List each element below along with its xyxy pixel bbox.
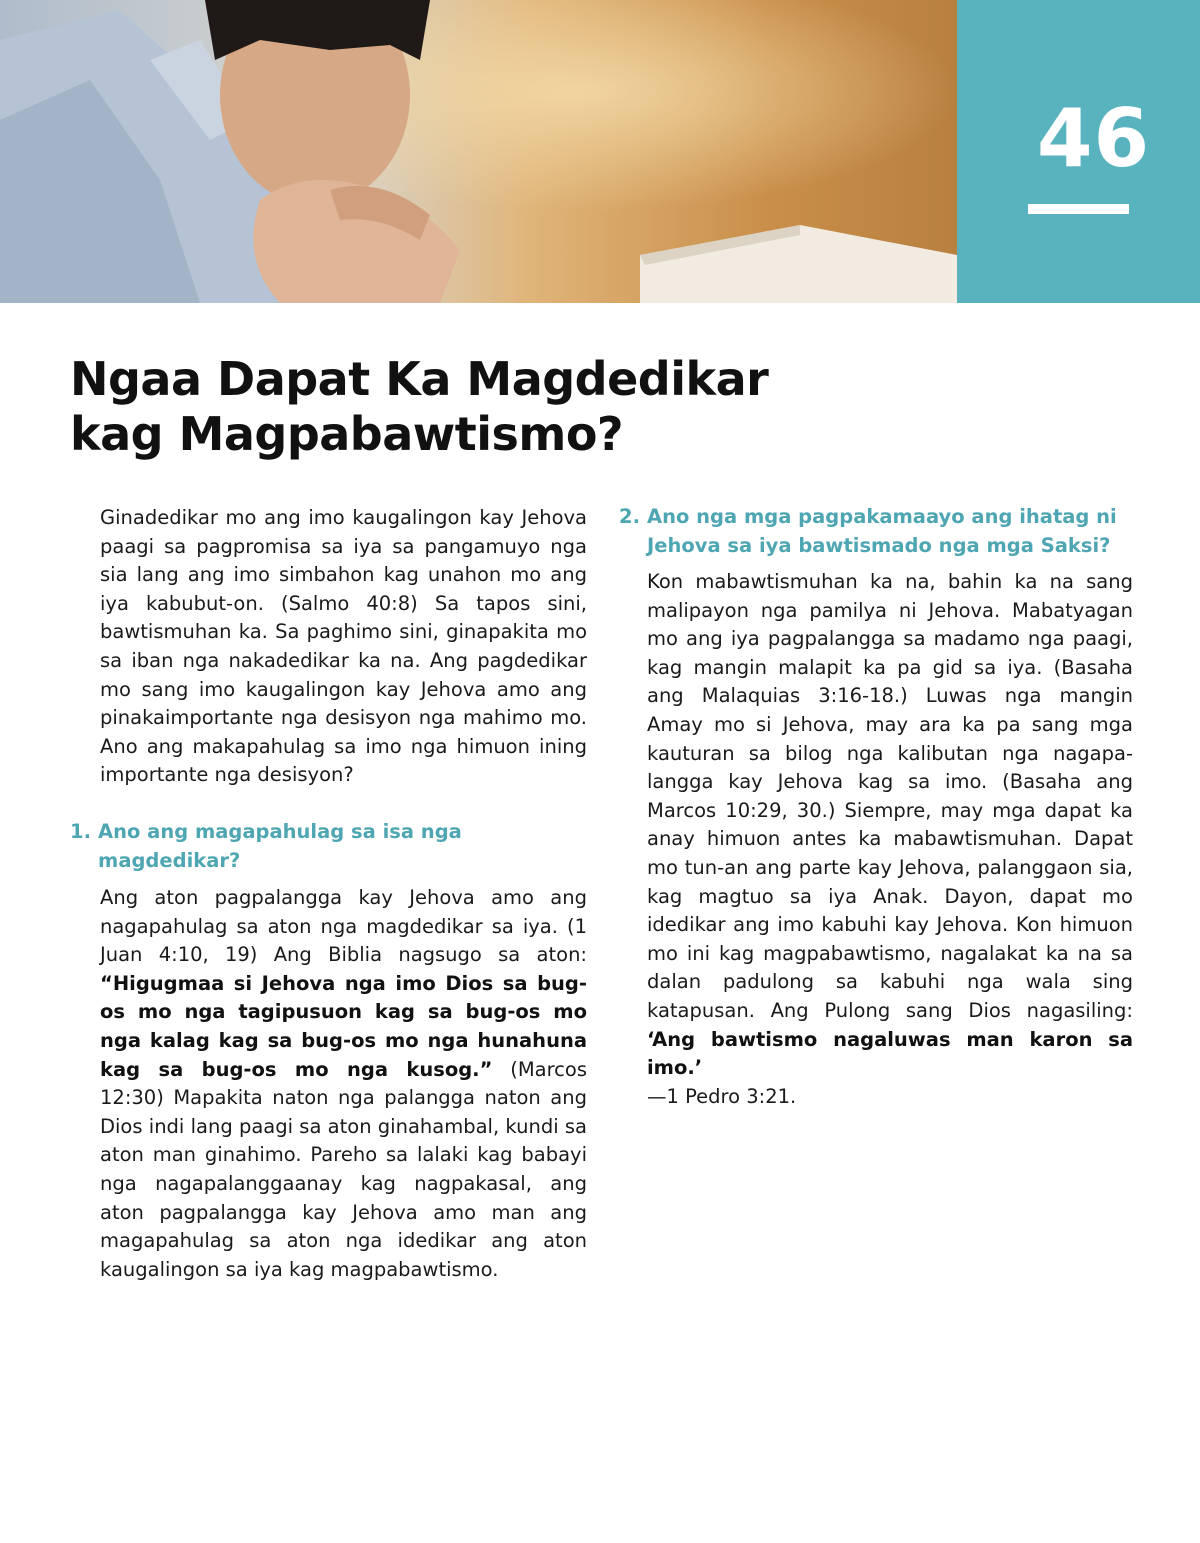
question-1-heading xyxy=(70,818,518,875)
question-1-number: 1. xyxy=(70,820,91,843)
question-1-text: Ano ang magapahulag sa isa nga magdedikar? xyxy=(98,820,462,872)
lesson-badge xyxy=(957,0,1200,303)
intro-paragraph-container xyxy=(100,504,587,790)
question-2-heading xyxy=(619,503,1167,560)
title-line-1: Ngaa Dapat Ka Magdedikar xyxy=(70,352,769,406)
intro-paragraph: Ginadedikar mo ang imo kaugalingon kay Jehova paagi sa pagpromisa sa iya sa pangamuyo nga sia lang ang imo simbahon kag unahon mo ang iya kabubut-on. (Salmo 40:8) Sa tapos sini, bawtismuhan ka. Sa paghimo sini, ginapakita mo sa iban nga nakadedikar ka na. Ang pagdedikar mo sang imo kaugalingon kay Jehova amo ang pinakaimportante nga desisyon nga mahimo mo. Ano ang makapahulag sa imo nga himuon ining importante nga desisyon? xyxy=(100,506,587,787)
praying-man-photo xyxy=(0,0,957,303)
section-2-text-a: Kon mabawtismuhan ka na, bahin ka na sang malipayon nga pamilya ni Jehova. Mabatyagan mo ang iya pagpalangga sa madamo nga paagi, kag mangin malapit ka pa gid sa iya. (Basaha ang Malaquias 3:16-18.) Luwas nga mangin Amay mo si Jehova, may ara ka pa sang mga kauturan sa bilog nga kalibutan nga nagapalangga kay Jehova kag sa imo. (Basaha ang Marcos 10:29, 30.) Siempre, may mga dapat ka anay himuon antes ka mabawtismuhan. Dapat mo tun-an ang parte kay Jehova, palanggaon sia, kag magtuo sa iya Anak. Dayon, dapat mo idedikar ang imo kabuhi kay Jehova. Kon himuon mo ini kag magpabawtismo, nagalakat ka na sa dalan padulong sa kabuhi nga wala sing katapusan. Ang Pulong sang Dios nagasiling: xyxy=(647,570,1133,1022)
page-title xyxy=(70,352,830,462)
question-2-number: 2. xyxy=(619,505,640,528)
section-2-body xyxy=(647,568,1133,1111)
section-2-paragraph xyxy=(647,568,1133,1111)
title-line-2: kag Magpabawtismo? xyxy=(70,407,624,461)
section-1-text-b: (Marcos 12:30) Mapakita naton nga palangga naton ang Dios indi lang paagi sa aton ginahambal, kundi sa aton man ginahimo. Pareho sa lalaki kag babayi nga nagapalanggaanay kag nagpakasal, ang aton pagpalangga kay Jehova amo man ang magapahulag sa aton nga idedikar ang aton kaugalingon sa iya kag magpabawtismo. xyxy=(100,1057,587,1281)
badge-underline xyxy=(1028,204,1129,214)
header-photo xyxy=(0,0,957,303)
section-2-quote: ‘Ang bawtismo nagaluwas man karon sa imo.’ xyxy=(647,1027,1133,1080)
question-2-text: Ano nga mga pagpakamaayo ang ihatag ni Jehova sa iya bawtismado nga mga Saksi? xyxy=(647,505,1117,557)
lesson-number: 46 xyxy=(1036,92,1151,185)
section-1-body xyxy=(100,884,587,1284)
section-1-paragraph xyxy=(100,884,587,1284)
section-1-quote: “Higugmaa si Jehova nga imo Dios sa bug-os mo nga tagipusuon kag sa bug-os mo nga kalag kag sa bug-os mo nga hunahuna kag sa bug-os mo nga kusog.” xyxy=(100,971,587,1081)
section-1-text-a: Ang aton pagpalangga kay Jehova amo ang nagapahulag sa aton nga magdedikar sa iya. (1 Juan 4:10, 19) Ang Biblia nagsugo sa aton: xyxy=(100,886,587,967)
section-2-citation: —1 Pedro 3:21. xyxy=(647,1084,797,1108)
